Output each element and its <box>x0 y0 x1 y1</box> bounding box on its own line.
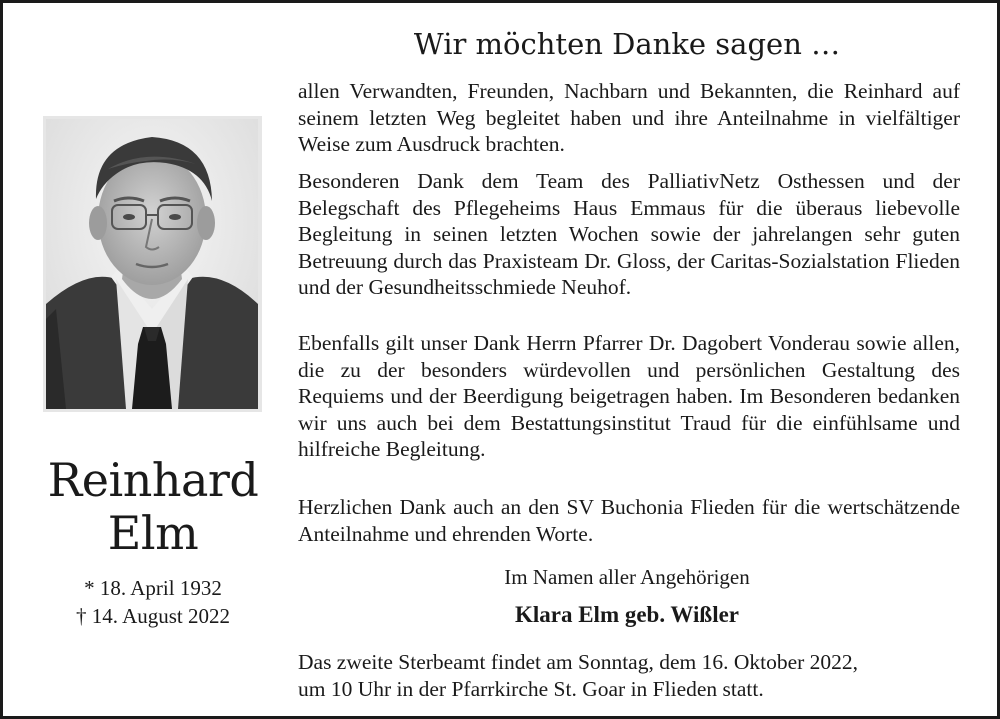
signer-name: Klara Elm geb. Wißler <box>514 602 740 627</box>
page-title: Wir möchten Danke sagen … <box>413 27 841 61</box>
thanks-paragraph-3: Ebenfalls gilt unser Dank Herrn Pfarrer Dr. Dagobert Vonderau sowie allen, die zu der besonders würdevollen und persönlichen Gestaltung des Requiems und der Beerdigung beigetragen haben. Im Besonderen bedanken wir uns auch bei dem Bestattungsinstitut Traud für die einfühlsame und hilfreiche Begleitung. <box>298 331 960 462</box>
birth-date: * 18. April 1932 <box>84 576 222 600</box>
deceased-first-name: Reinhard <box>47 453 259 507</box>
on-behalf-line: Im Namen aller Angehörigen <box>504 565 750 589</box>
portrait-photo <box>46 119 258 409</box>
deceased-last-name: Elm <box>107 506 199 560</box>
memorial-notice <box>298 649 978 702</box>
thanks-paragraph-1: allen Verwandten, Freunden, Nachbarn und Bekannten, die Reinhard auf seinem letzten Weg begleitet haben und ihre Anteilnahme in vielfältiger Weise zum Ausdruck brachten. <box>298 79 960 157</box>
notice-line-1: Das zweite Sterbeamt findet am Sonntag, dem 16. Oktober 2022, <box>298 650 859 674</box>
thanks-paragraph-2: Besonderen Dank dem Team des PalliativNetz Osthessen und der Belegschaft des Pflegeheims Haus Emmaus für die überaus liebevolle Begleitung in seinen letzten Wochen sowie der jahrelangen sehr guten Betreuung durch das Praxisteam Dr. Gloss, der Caritas-Sozialstation Flieden und der Gesundheitsschmiede Neuhof. <box>298 169 960 300</box>
death-date: † 14. August 2022 <box>75 604 230 628</box>
notice-line-2: um 10 Uhr in der Pfarrkirche St. Goar in Flieden statt. <box>298 676 764 701</box>
thanks-paragraph-4: Herzlichen Dank auch an den SV Buchonia Flieden für die wertschätzende Anteilnahme und ehrenden Worte. <box>298 495 960 546</box>
